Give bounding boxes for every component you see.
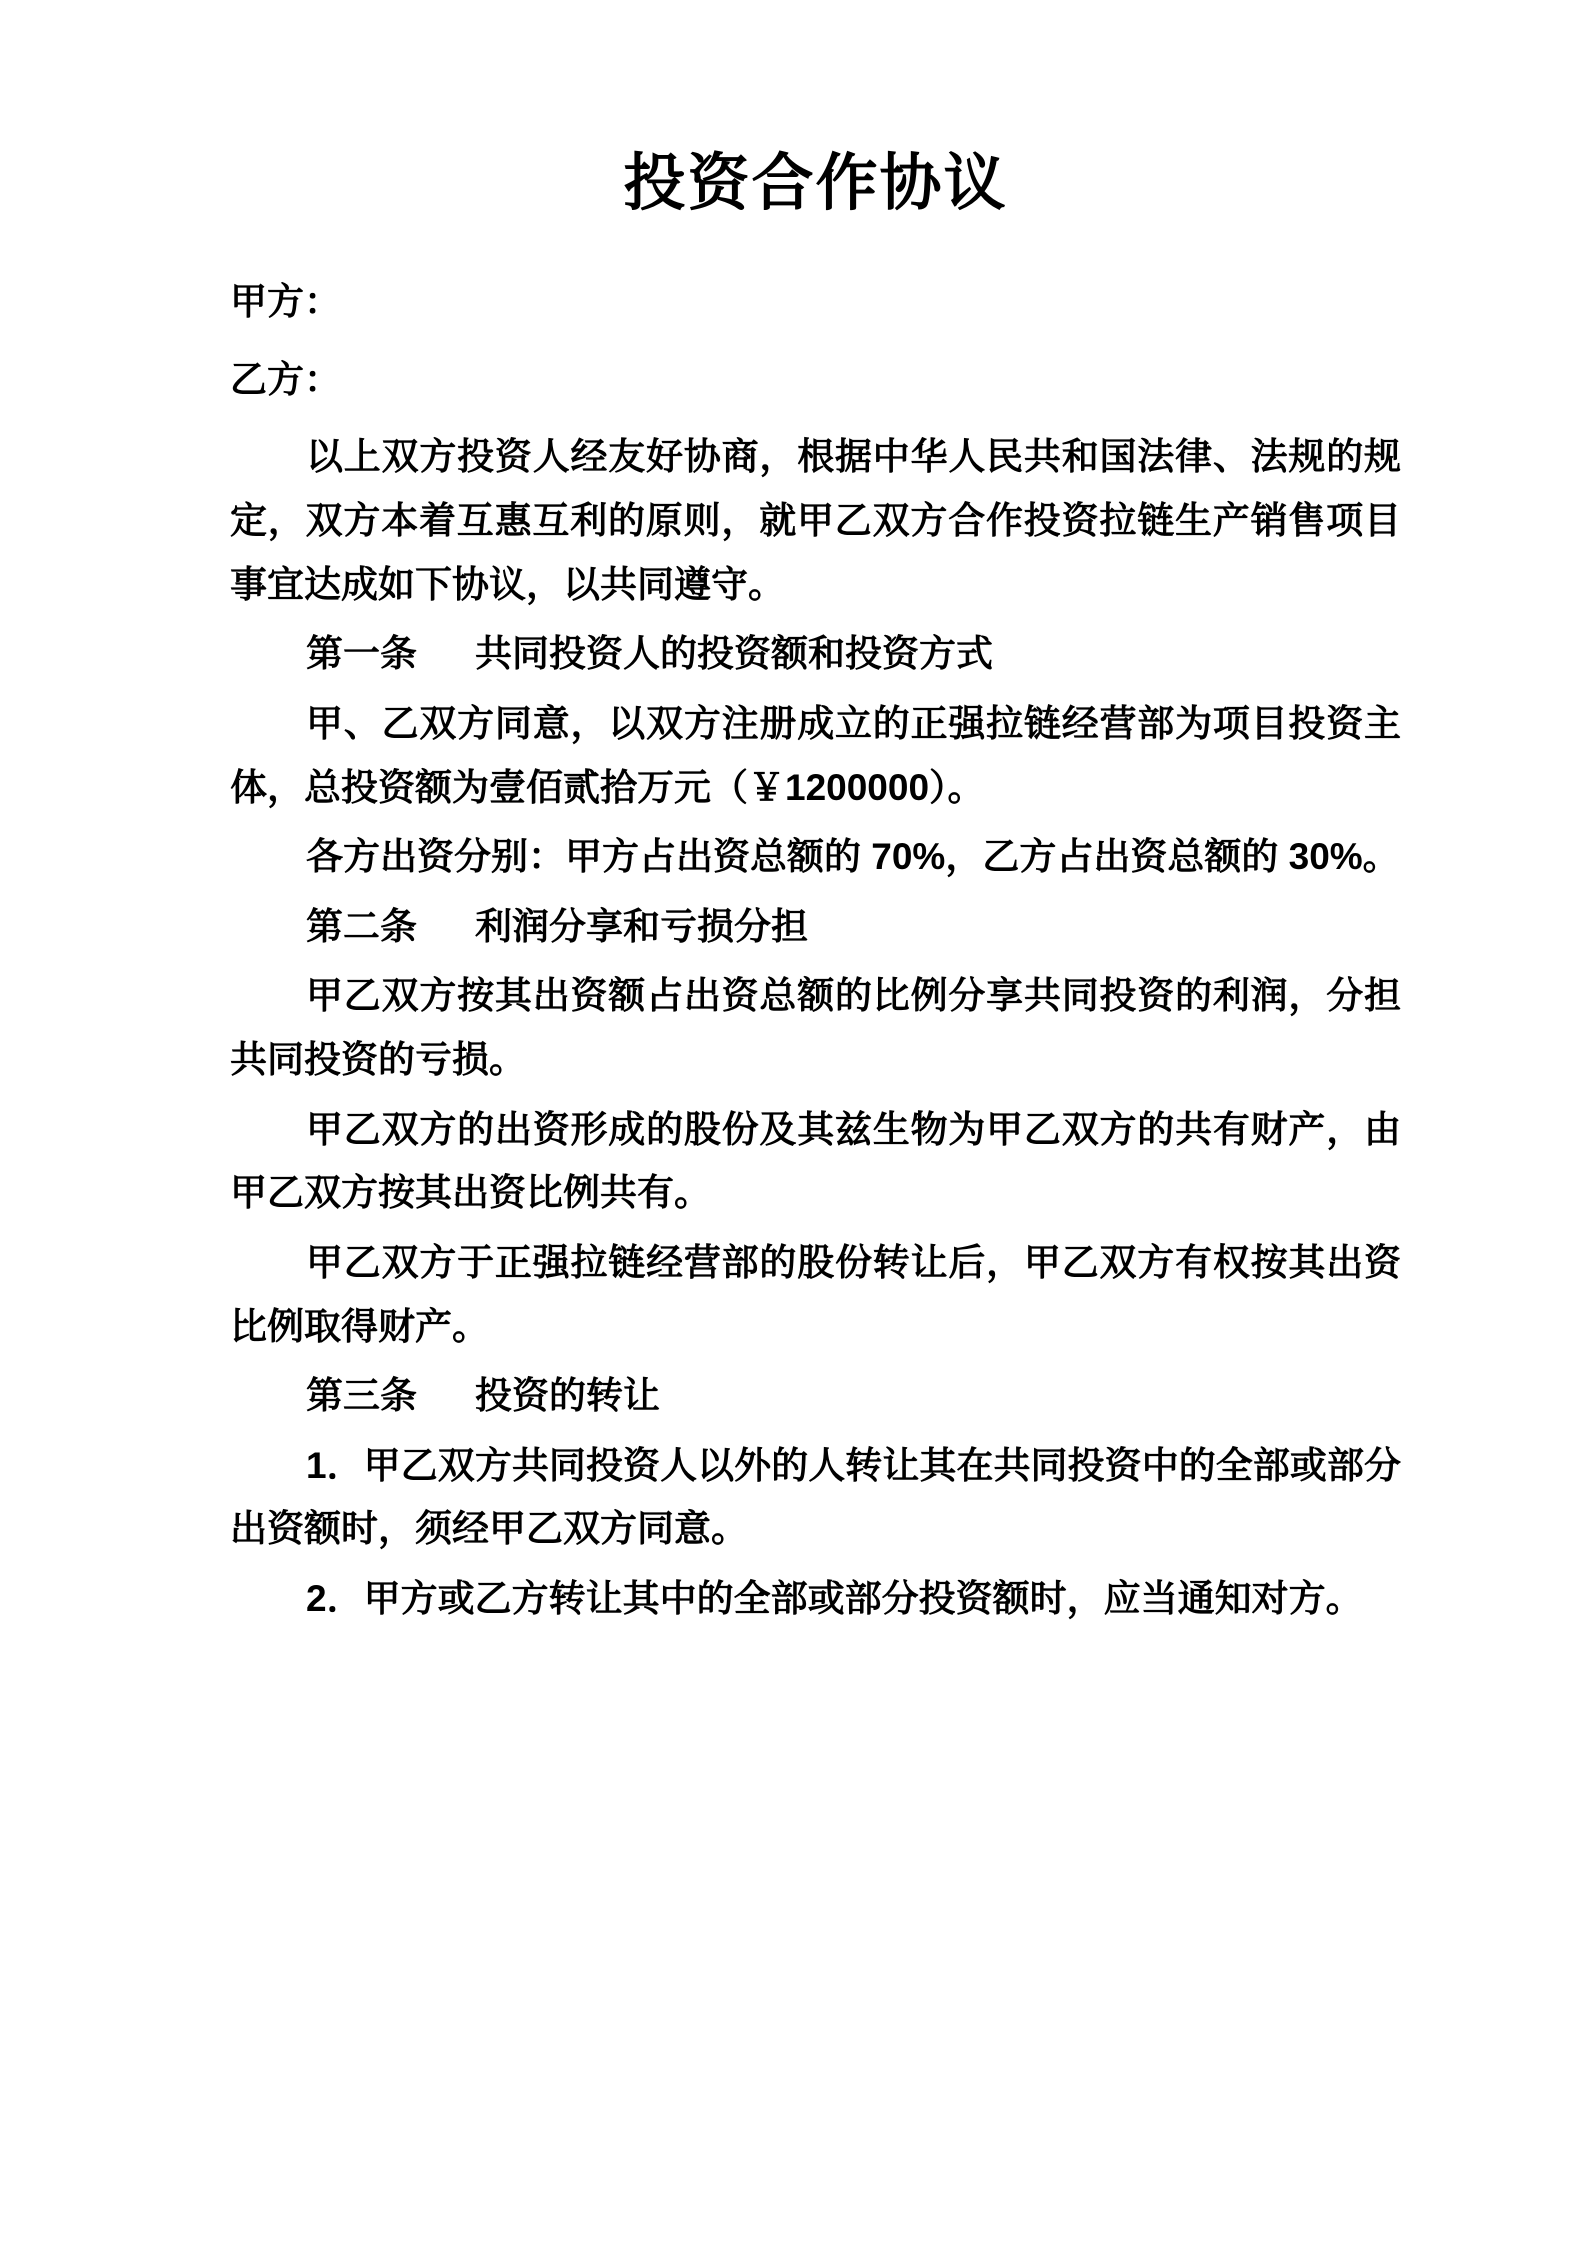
clause-1-paragraph-2: 各方出资分别：甲方占出资总额的 70%，乙方占出资总额的 30%。 bbox=[306, 836, 1400, 878]
clause-2-number: 第二条 bbox=[306, 905, 417, 947]
clause-1-paragraph-1: 甲、乙双方同意，以双方注册成立的正强拉链经营部为项目投资主体，总投资额为壹佰贰拾万元（￥1200000）。 bbox=[230, 702, 1401, 808]
clause-2-paragraph-1: 甲乙双方按其出资额占出资总额的比例分享共同投资的利润，分担共同投资的亏损。 bbox=[230, 975, 1401, 1081]
clause-3-title: 投资的转让 bbox=[475, 1375, 660, 1417]
preamble-paragraph: 以上双方投资人经友好协商，根据中华人民共和国法律、法规的规定，双方本着互惠互利的原则，就甲乙双方合作投资拉链生产销售项目事宜达成如下协议，以共同遵守。 bbox=[230, 436, 1401, 605]
clause-3-paragraph-2: 2．甲方或乙方转让其中的全部或部分投资额时，应当通知对方。 bbox=[306, 1578, 1363, 1620]
clause-3-heading bbox=[230, 1364, 1401, 1428]
clause-3-number: 第三条 bbox=[306, 1375, 417, 1417]
clause-2-paragraph-2: 甲乙双方的出资形成的股份及其兹生物为甲乙双方的共有财产，由甲乙双方按其出资比例共有。 bbox=[230, 1108, 1401, 1214]
party-a-label: 甲方： bbox=[230, 281, 341, 323]
clause-1-number: 第一条 bbox=[306, 633, 417, 675]
party-b-label: 乙方： bbox=[230, 358, 341, 400]
clause-1-heading bbox=[230, 622, 1401, 686]
clause-2-heading bbox=[230, 895, 1401, 959]
page-title: 投资合作协议 bbox=[623, 149, 1008, 218]
clause-2-paragraph-3: 甲乙双方于正强拉链经营部的股份转让后，甲乙双方有权按其出资比例取得财产。 bbox=[230, 1241, 1401, 1347]
clause-1-title: 共同投资人的投资额和投资方式 bbox=[475, 633, 993, 675]
clause-3-paragraph-1: 1．甲乙双方共同投资人以外的人转让其在共同投资中的全部或部分出资额时，须经甲乙双方同意。 bbox=[230, 1444, 1401, 1550]
clause-2-title: 利润分享和亏损分担 bbox=[475, 905, 808, 947]
